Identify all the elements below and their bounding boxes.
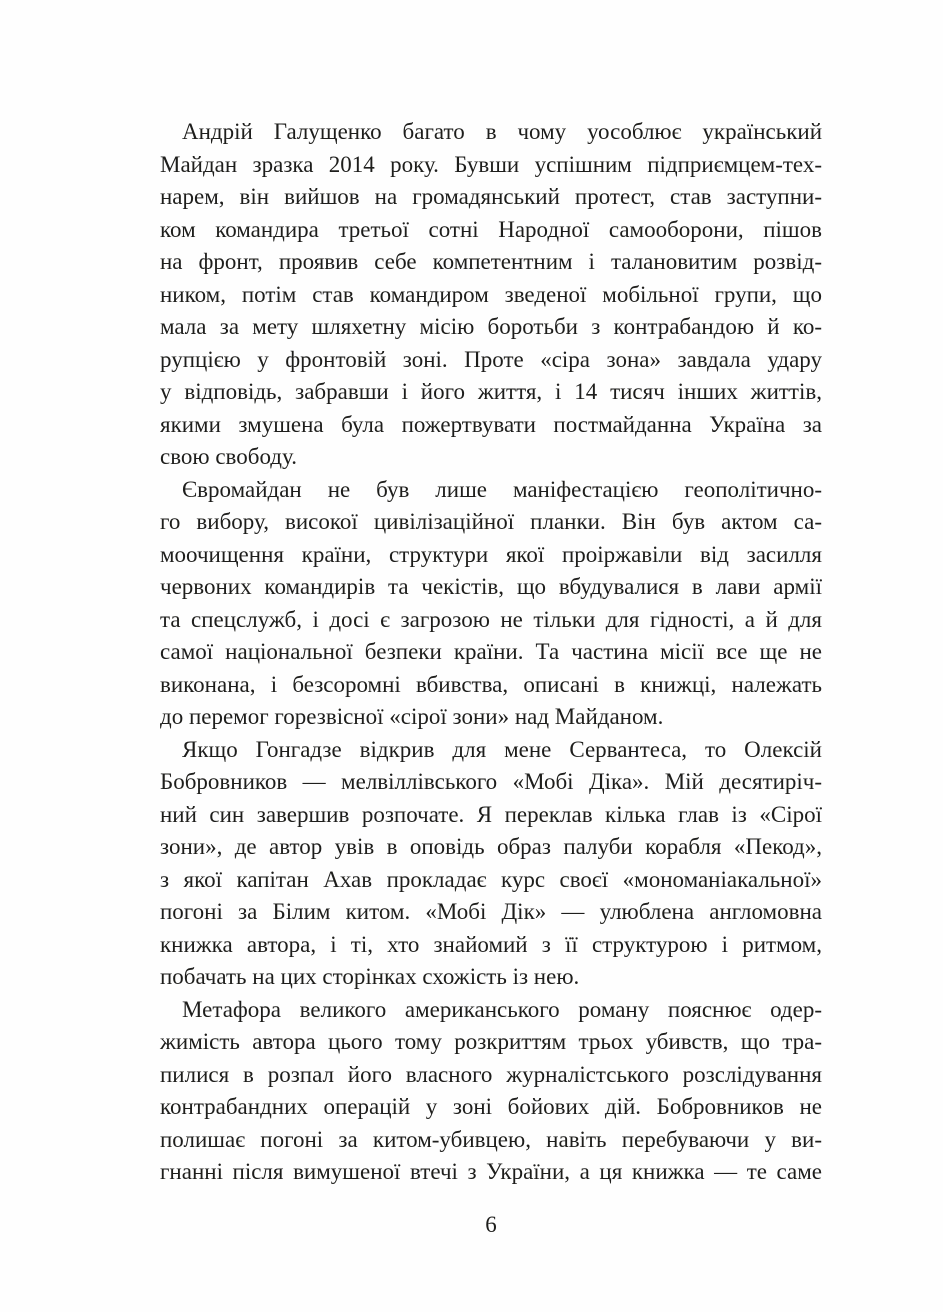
text-line: самої національної безпеки країни. Та частина місії все ще не [160, 639, 822, 664]
text-line: контрабандних операцій у зоні бойових дій. Бобровников не [160, 1094, 822, 1119]
paragraph-2 [160, 474, 822, 734]
text-line: у відповідь, забравши і його життя, і 14 тисяч інших життів, [160, 379, 822, 404]
text-line: зони», де автор увів в оповідь образ палуби корабля «Пекод», [160, 834, 822, 859]
text-line: з якої капітан Ахав прокладає курс своєї «мономаніакальної» [160, 866, 822, 892]
text-line: жимість автора цього тому розкриттям трьох убивств, що тра- [160, 1029, 822, 1054]
paragraph-3 [160, 734, 822, 994]
text-line: та спецслужб, і досі є загрозою не тільки для гідності, а й для [160, 606, 822, 632]
text-line: гнанні після вимушеної втечі з України, а ця книжка — те саме [160, 1159, 822, 1184]
page-number: 6 [485, 1212, 497, 1237]
text-line: пилися в розпал його власного журналістського розслідування [160, 1061, 822, 1087]
text-line: ником, потім став командиром зведеної мобільної групи, що [160, 281, 822, 307]
text-line: Якщо Гонгадзе відкрив для мене Сервантеса, то Олексій [182, 736, 822, 762]
text-line: полишає погоні за китом-убивцею, навіть перебуваючи у ви- [160, 1126, 822, 1152]
text-line: рупцією у фронтовій зоні. Проте «сіра зона» завдала удару [160, 346, 822, 372]
text-line: на фронт, проявив себе компетентним і талановитим розвід- [160, 249, 822, 274]
text-line: червоних командирів та чекістів, що вбудувалися в лави армії [160, 574, 822, 599]
text-line: до перемог горезвісної «сірої зони» над Майданом. [160, 704, 664, 729]
text-line: мала за мету шляхетну місію боротьби з контрабандою й ко- [160, 314, 822, 339]
text-line: Євромайдан не був лише маніфестацією геополітично- [182, 476, 822, 502]
text-line: побачать на цих сторінках схожість із нею. [160, 964, 580, 989]
paragraph-1 [160, 116, 822, 474]
text-line: виконана, і безсоромні вбивства, описані в книжці, належать [160, 671, 822, 697]
text-line: го вибору, високої цивілізаційної планки. Він був актом са- [160, 509, 822, 534]
paragraph-4 [160, 994, 822, 1189]
text-line: якими змушена була пожертвувати постмайданна Україна за [160, 411, 822, 437]
text-line: ком командира третьої сотні Народної самооборони, пішов [160, 216, 822, 242]
text-line: Майдан зразка 2014 року. Бувши успішним підприємцем-тех- [160, 151, 822, 177]
text-line: моочищення країни, структури якої проіржавіли від засилля [160, 541, 822, 567]
text-line: нарем, він вийшов на громадянський протест, став заступни- [160, 184, 822, 209]
text-line: свою свободу. [160, 444, 297, 469]
body-text-block [160, 116, 822, 1189]
text-line: погоні за Білим китом. «Мобі Дік» — улюблена англомовна [160, 899, 822, 924]
text-line: Андрій Галущенко багато в чому уособлює український [182, 119, 822, 144]
text-line: Бобровников — мелвіллівського «Мобі Діка». Мій десятиріч- [160, 769, 822, 794]
text-line: Метафора великого американського роману пояснює одер- [182, 996, 822, 1022]
text-line: книжка автора, і ті, хто знайомий з її структурою і ритмом, [160, 931, 822, 957]
text-line: ний син завершив розпочате. Я переклав кілька глав із «Сірої [160, 801, 822, 827]
